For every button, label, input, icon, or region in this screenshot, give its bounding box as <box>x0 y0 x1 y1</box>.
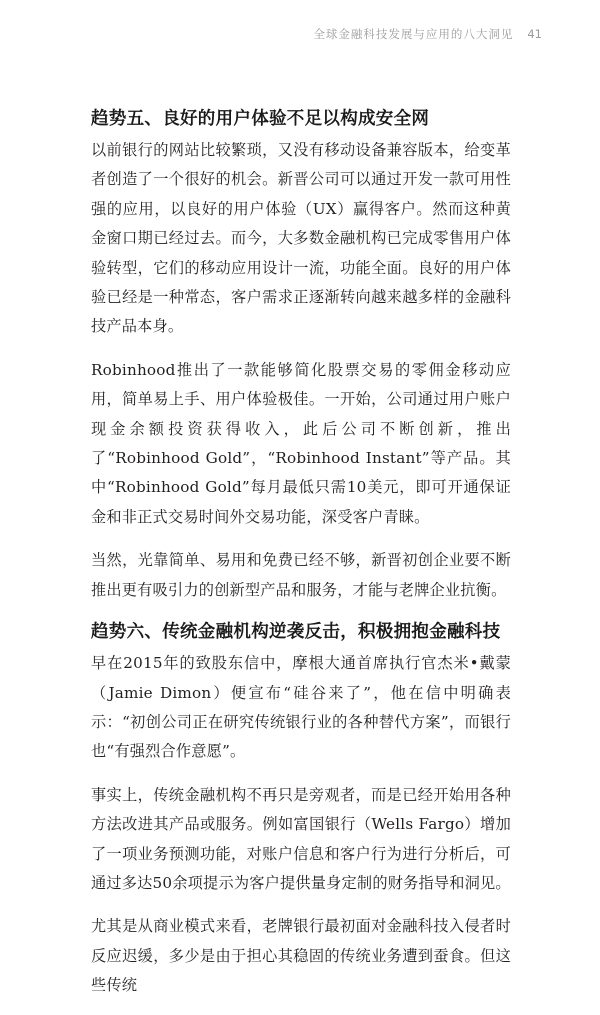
section-heading-trend-5: 趋势五、良好的用户体验不足以构成安全网 <box>91 109 430 129</box>
section-heading-trend-6: 趋势六、传统金融机构逆袭反击，积极拥抱金融科技 <box>91 622 501 643</box>
book-title: 全球金融科技发展与应用的八大洞见 <box>313 27 514 41</box>
running-header <box>313 26 542 42</box>
page-number: 41 <box>527 27 542 41</box>
paragraph: 当然，光靠简单、易用和免费已经不够，新晋初创企业要不断推出更有吸引力的创新型产品和服务，才能与老牌企业抗衡。 <box>91 551 511 599</box>
page-content <box>91 106 511 1015</box>
paragraph: 尤其是从商业模式来看，老牌银行最初面对金融科技入侵者时反应迟缓，多少是由于担心其稳固的传统业务遭到蚕食。但这些传统 <box>91 917 511 995</box>
paragraph: 事实上，传统金融机构不再只是旁观者，而是已经开始用各种方法改进其产品或服务。例如富国银行（Wells Fargo）增加了一项业务预测功能，对账户信息和客户行为进行分析后，可通过多达50余项提示为客户提供量身定制的财务指导和洞见。 <box>91 785 511 892</box>
paragraph: Robinhood推出了一款能够简化股票交易的零佣金移动应用，简单易上手、用户体验极佳。一开始，公司通过用户账户现金余额投资获得收入，此后公司不断创新，推出了“Robinhood Gold”，“Robinhood Instant”等产品。其中“Robinhood Gold”每月最低只需10美元，即可开通保证金和非正式交易时间外交易功能，深受客户青睐。 <box>91 360 511 526</box>
paragraph: 以前银行的网站比较繁琐，又没有移动设备兼容版本，给变革者创造了一个很好的机会。新晋公司可以通过开发一款可用性强的应用，以良好的用户体验（UX）赢得客户。然而这种黄金窗口期已经过去。而今，大多数金融机构已完成零售用户体验转型，它们的移动应用设计一流，功能全面。良好的用户体验已经是一种常态，客户需求正逐渐转向越来越多样的金融科技产品本身。 <box>91 141 511 336</box>
paragraph: 早在2015年的致股东信中，摩根大通首席执行官杰米•戴蒙（Jamie Dimon）便宣布“硅谷来了”，他在信中明确表示：“初创公司正在研究传统银行业的各种替代方案”，而银行也“有强烈合作意愿”。 <box>91 654 511 761</box>
